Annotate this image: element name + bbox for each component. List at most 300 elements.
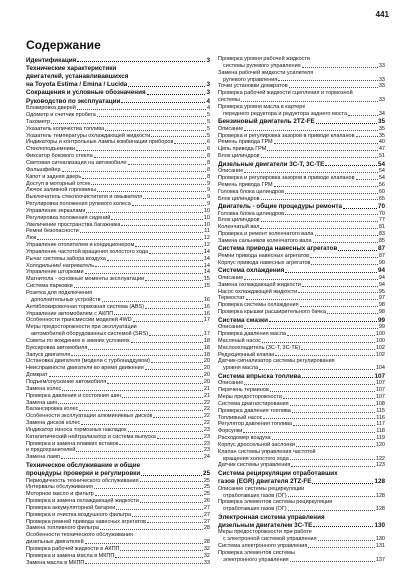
dot-leader bbox=[325, 165, 377, 166]
toc-page-number: 107 bbox=[375, 380, 385, 387]
toc-page-number: 27 bbox=[203, 504, 210, 511]
toc-entry-line bbox=[218, 358, 385, 365]
toc-page-number: 21 bbox=[203, 385, 210, 392]
toc-entry-text: Технические характеристики bbox=[26, 64, 117, 72]
toc-entry-text: Проверка и замена охлаждающей жидкости bbox=[26, 498, 139, 505]
toc-entry-text: Замена дисков колес bbox=[26, 420, 81, 427]
dot-leader bbox=[121, 102, 205, 103]
toc-entry bbox=[218, 211, 385, 218]
toc-entry-text: Головка блока цилиндров bbox=[218, 188, 285, 195]
toc-page-number: 16 bbox=[203, 310, 210, 317]
toc-page-number: 23 bbox=[203, 447, 210, 454]
toc-entry-text: Блок цилиндров bbox=[218, 195, 260, 202]
toc-entry-text: Датчик системы управления bbox=[218, 462, 291, 469]
toc-page-number: 25 bbox=[203, 491, 210, 498]
dot-leader bbox=[116, 509, 202, 510]
toc-page-number: 118 bbox=[376, 428, 385, 435]
toc-entry-text: вращения холостого хода bbox=[223, 455, 289, 462]
toc-entry-text: Датчик-сигнализатор системы регулирования bbox=[218, 358, 335, 365]
toc-page-number: 24 bbox=[203, 454, 210, 461]
toc-entry bbox=[26, 228, 210, 235]
toc-entry-line bbox=[218, 111, 385, 118]
dot-leader bbox=[80, 232, 204, 233]
toc-entry-text: Стеклоподъемники bbox=[26, 146, 76, 153]
toc-entry-line bbox=[218, 529, 385, 536]
dot-leader bbox=[37, 239, 203, 240]
toc-entry-text: Подъем/опускание автомобиля bbox=[26, 378, 107, 385]
dot-leader bbox=[241, 101, 378, 102]
toc-entry bbox=[26, 434, 210, 441]
dot-leader bbox=[151, 362, 203, 363]
dot-leader bbox=[102, 301, 203, 302]
toc-entry bbox=[26, 338, 210, 345]
toc-heading-line bbox=[218, 478, 385, 486]
dot-leader bbox=[290, 405, 375, 406]
dot-leader bbox=[62, 390, 203, 391]
toc-heading bbox=[26, 98, 210, 106]
toc-page-number: 54 bbox=[378, 168, 385, 175]
toc-page-number: 40 bbox=[378, 139, 385, 146]
toc-page-number: 102 bbox=[375, 351, 385, 358]
toc-page-number: 10 bbox=[203, 221, 210, 228]
toc-entry-text: двигателей, устанавливавшихся bbox=[26, 72, 129, 80]
dot-leader bbox=[313, 242, 378, 243]
dot-leader bbox=[301, 349, 375, 350]
toc-page-number: 9 bbox=[206, 194, 210, 201]
toc-entry-text: дизельным двигателем 3С-ТЕ bbox=[218, 521, 313, 529]
toc-entry bbox=[26, 386, 210, 393]
toc-entry bbox=[218, 217, 385, 224]
toc-entry-text: Регулировка положения сидений bbox=[26, 214, 111, 221]
toc-entry bbox=[26, 379, 210, 386]
toc-entry-text: Блок цилиндров bbox=[218, 217, 260, 224]
toc-page-number: 23 bbox=[203, 433, 210, 440]
toc-entry-text: Бензиновый двигатель 2TZ-FE bbox=[218, 118, 315, 126]
toc-entry bbox=[26, 242, 210, 249]
toc-page-number: 54 bbox=[377, 160, 385, 168]
toc-page-number: 117 bbox=[376, 421, 385, 428]
toc-heading bbox=[26, 89, 210, 97]
toc-page-number: 15 bbox=[203, 276, 210, 283]
toc-page-number: 33 bbox=[378, 97, 385, 104]
toc-entry bbox=[26, 126, 210, 133]
toc-entry bbox=[26, 256, 210, 263]
dot-leader bbox=[263, 418, 375, 419]
toc-entry-text: Каталитический нейтрализатор и система выпуска bbox=[26, 433, 156, 440]
dot-leader bbox=[260, 228, 377, 229]
dot-leader bbox=[149, 253, 203, 254]
toc-entry-text: Коленчатый вал bbox=[218, 224, 260, 231]
dot-leader bbox=[145, 369, 203, 370]
toc-entry bbox=[218, 394, 385, 401]
toc-entry-text: Фиксатор бокового стекла bbox=[26, 153, 93, 160]
toc-page-number: 6 bbox=[206, 146, 210, 153]
toc-page-number: 98 bbox=[378, 309, 385, 316]
toc-page-number: 35 bbox=[377, 118, 385, 126]
toc-entry bbox=[218, 238, 385, 245]
dot-leader bbox=[77, 61, 205, 62]
toc-page-number: 85 bbox=[378, 238, 385, 245]
toc-page-number: 87 bbox=[377, 245, 385, 253]
dot-leader bbox=[111, 219, 203, 220]
toc-page-number: 33 bbox=[378, 76, 385, 83]
dot-leader bbox=[115, 557, 203, 558]
toc-entry-text: Индикаторы и контрольные лампы комбинации приборов bbox=[26, 139, 174, 146]
toc-entry-text: Люк bbox=[26, 235, 37, 242]
toc-entry-text: Управление автомобилем с АКПП bbox=[26, 310, 114, 317]
dot-leader bbox=[119, 444, 203, 445]
dot-leader bbox=[131, 342, 203, 343]
dot-leader bbox=[145, 308, 203, 309]
toc-entry bbox=[26, 194, 210, 201]
toc-entry bbox=[26, 512, 210, 519]
toc-page-number: 98 bbox=[378, 302, 385, 309]
toc-entry-text: Описание bbox=[218, 324, 244, 331]
dot-leader bbox=[261, 199, 378, 200]
toc-entry-text: Проверка элементов системы рециркуляции bbox=[218, 499, 333, 506]
toc-entry-text: Проверка уровня масла в картере bbox=[218, 103, 306, 110]
toc-entry-text: Проверка уровня рабочей жидкости bbox=[218, 56, 310, 62]
toc-entry-line bbox=[26, 331, 210, 338]
toc-entry-text: Лючок заливной горловины bbox=[26, 187, 97, 194]
dot-leader bbox=[107, 260, 203, 261]
dot-leader bbox=[95, 495, 203, 496]
toc-entry-text: Проверка и очистка воздушного фильтра bbox=[26, 511, 132, 518]
toc-page-number: 107 bbox=[374, 372, 385, 380]
toc-entry-text: Система охлаждения bbox=[218, 267, 285, 275]
toc-entry bbox=[218, 83, 385, 90]
dot-leader bbox=[62, 171, 206, 172]
dot-leader bbox=[143, 198, 206, 199]
toc-entry bbox=[26, 372, 210, 379]
dot-leader bbox=[343, 208, 377, 209]
dot-leader bbox=[267, 150, 378, 151]
toc-entry bbox=[26, 365, 210, 372]
dot-leader bbox=[94, 488, 203, 489]
dot-leader bbox=[259, 369, 375, 370]
dot-leader bbox=[94, 157, 206, 158]
toc-entry-text: Замена колес bbox=[26, 385, 62, 392]
toc-entry-text: Описание bbox=[218, 168, 244, 175]
toc-entry-text: Периодичность технического обслуживания bbox=[26, 477, 139, 484]
toc-page-number: 14 bbox=[203, 269, 210, 276]
dot-leader bbox=[141, 475, 202, 476]
toc-page-number: 22 bbox=[203, 420, 210, 427]
dot-leader bbox=[244, 172, 378, 173]
dot-leader bbox=[85, 563, 203, 564]
toc-entry-text: Описание bbox=[218, 380, 244, 387]
toc-entry bbox=[218, 324, 385, 331]
dot-leader bbox=[302, 286, 378, 287]
toc-page-number: 115 bbox=[376, 407, 385, 414]
toc-entry bbox=[26, 283, 210, 290]
toc-entry bbox=[26, 553, 210, 560]
toc-page-number: 15 bbox=[203, 283, 210, 290]
toc-entry bbox=[26, 525, 210, 532]
toc-page-number: 56 bbox=[378, 181, 385, 188]
toc-page-number: 22 bbox=[203, 413, 210, 420]
dot-leader bbox=[302, 377, 374, 378]
toc-entry-line bbox=[218, 104, 385, 111]
dot-leader bbox=[272, 439, 376, 440]
toc-page-number: 26 bbox=[203, 498, 210, 505]
toc-entry-text: переднего редуктора и редуктора заднего моста bbox=[223, 110, 348, 117]
toc-page-number: 107 bbox=[375, 387, 385, 394]
toc-page-number: 25 bbox=[202, 469, 210, 477]
toc-entry-text: Индикатор износа тормозных накладок bbox=[26, 426, 127, 433]
dot-leader bbox=[149, 335, 203, 336]
toc-entry-text: Проверка давления топлива bbox=[218, 407, 291, 414]
toc-entry-text: Остановка двигателя (модели с турбонаддувом) bbox=[26, 358, 150, 365]
dot-leader bbox=[288, 496, 375, 497]
dot-leader bbox=[261, 157, 378, 158]
toc-page-number: 8 bbox=[206, 159, 210, 166]
toc-entry bbox=[218, 253, 385, 260]
toc-entry-line bbox=[218, 536, 385, 543]
toc-entry-line bbox=[218, 499, 385, 506]
toc-page-number: 83 bbox=[378, 231, 385, 238]
toc-entry bbox=[26, 345, 210, 352]
toc-entry bbox=[218, 338, 385, 345]
toc-entry-text: Система смазки bbox=[218, 316, 269, 324]
dot-leader bbox=[132, 205, 206, 206]
dot-leader bbox=[82, 178, 206, 179]
dot-leader bbox=[128, 164, 206, 165]
toc-page-number: 4 bbox=[206, 105, 210, 112]
toc-entry bbox=[26, 498, 210, 505]
dot-leader bbox=[288, 510, 375, 511]
toc-entry bbox=[26, 181, 210, 188]
toc-entry-text: Проверка аккумуляторной батареи bbox=[26, 504, 116, 511]
dot-leader bbox=[88, 349, 203, 350]
toc-page-number: 128 bbox=[374, 478, 385, 485]
toc-entry-text: Неисправности двигателя во время движения bbox=[26, 365, 144, 372]
toc-page-number: 18 bbox=[203, 351, 210, 358]
toc-entry bbox=[26, 276, 210, 283]
toc-page-number: 107 bbox=[375, 394, 385, 401]
toc-entry bbox=[26, 478, 210, 485]
toc-entry bbox=[26, 263, 210, 270]
toc-entry-text: Световая сигнализация на автомобиле bbox=[26, 159, 127, 166]
toc-entry-line bbox=[218, 365, 385, 372]
toc-page-number: 20 bbox=[203, 378, 210, 385]
toc-entry bbox=[218, 331, 385, 338]
toc-entry bbox=[26, 491, 210, 498]
toc-entry bbox=[218, 168, 385, 175]
toc-entry bbox=[26, 174, 210, 181]
toc-entry bbox=[26, 139, 210, 146]
toc-entry-text: процедуры проверки и регулировки bbox=[26, 469, 141, 477]
toc-entry-text: Система впрыска топлива bbox=[218, 372, 301, 380]
toc-entry-text: Проверка системы охлаждения bbox=[218, 302, 299, 309]
toc-entry-line bbox=[218, 56, 385, 63]
dot-leader bbox=[140, 481, 203, 482]
toc-entry bbox=[218, 387, 385, 394]
toc-entry-text: с электронной системой управления bbox=[223, 536, 317, 543]
toc-entry-text: Корпус дроссельной заслонки bbox=[218, 441, 295, 448]
toc-entry-line bbox=[218, 77, 385, 84]
dot-leader bbox=[122, 397, 203, 398]
toc-page-number: 54 bbox=[378, 175, 385, 182]
toc-page-number: 17 bbox=[203, 331, 210, 338]
toc-page-number: 34 bbox=[378, 110, 385, 117]
toc-entry bbox=[26, 133, 210, 140]
toc-entry-text: Проверка и замена масла в МКПП bbox=[26, 552, 115, 559]
toc-page-number: 128 bbox=[375, 506, 385, 513]
toc-entry bbox=[26, 447, 210, 454]
toc-entry bbox=[218, 231, 385, 238]
toc-entry bbox=[26, 146, 210, 153]
dot-leader bbox=[74, 287, 203, 288]
toc-entry bbox=[218, 289, 385, 296]
dot-leader bbox=[269, 321, 377, 322]
toc-page-number: 32 bbox=[203, 552, 210, 559]
toc-page-number: 3 bbox=[206, 81, 210, 89]
toc-entry-text: на Toyota Estima / Emina / Lucida bbox=[26, 81, 128, 89]
toc-entry-text: Балансировка колес bbox=[26, 406, 79, 413]
toc-page-number: 6 bbox=[206, 139, 210, 146]
toc-entry-text: Управление шторками bbox=[26, 269, 84, 276]
dot-leader bbox=[100, 529, 203, 530]
toc-page-number: 9 bbox=[206, 187, 210, 194]
toc-entry-text: Описание bbox=[218, 274, 244, 281]
toc-entry-text: Цепь привода ГРМ bbox=[218, 146, 267, 153]
toc-entry-text: Масляный насос bbox=[218, 337, 261, 344]
toc-entry-text: системы рулевого управления bbox=[223, 62, 301, 69]
toc-page-number: 108 bbox=[375, 400, 385, 407]
toc-entry-text: Буксировка автомобиля bbox=[26, 344, 88, 351]
toc-heading bbox=[218, 267, 385, 275]
dot-leader bbox=[128, 431, 203, 432]
toc-entry bbox=[26, 235, 210, 242]
toc-entry bbox=[218, 309, 385, 316]
dot-leader bbox=[274, 143, 378, 144]
toc-entry bbox=[26, 539, 210, 546]
dot-leader bbox=[316, 123, 377, 124]
toc-page-number: 5 bbox=[206, 125, 210, 132]
dot-leader bbox=[132, 516, 203, 517]
toc-entry bbox=[26, 546, 210, 553]
toc-page-number: 90 bbox=[378, 259, 385, 266]
dot-leader bbox=[310, 257, 378, 258]
toc-entry bbox=[26, 269, 210, 276]
toc-entry-text: Система диагностирования bbox=[218, 400, 289, 407]
toc-entry-text: Описание системы рециркуляции bbox=[218, 485, 305, 492]
dot-leader bbox=[308, 547, 374, 548]
toc-entry bbox=[218, 543, 385, 550]
dot-leader bbox=[147, 94, 206, 95]
dot-leader bbox=[58, 403, 203, 404]
dot-leader bbox=[244, 279, 378, 280]
toc-page-number: 25 bbox=[203, 477, 210, 484]
toc-heading-line bbox=[26, 81, 210, 89]
dot-leader bbox=[285, 214, 378, 215]
toc-entry bbox=[218, 260, 385, 267]
toc-page-number: 3 bbox=[206, 89, 210, 97]
toc-entry-text: Проверка и замена плавких вставок bbox=[26, 440, 119, 447]
toc-entry bbox=[26, 352, 210, 359]
dot-leader bbox=[287, 335, 375, 336]
toc-entry bbox=[26, 167, 210, 174]
toc-entry-text: Техническое обслуживание и общие bbox=[26, 461, 141, 469]
toc-page-number: 119 bbox=[376, 435, 385, 442]
dot-leader bbox=[244, 384, 375, 385]
toc-page-number: 130 bbox=[375, 536, 385, 543]
toc-page-number: 10 bbox=[203, 214, 210, 221]
toc-page-number: 94 bbox=[378, 281, 385, 288]
toc-heading-line bbox=[218, 470, 385, 478]
toc-entry-line bbox=[218, 63, 385, 70]
toc-heading-line bbox=[26, 462, 210, 470]
toc-page-number: 4 bbox=[206, 97, 210, 105]
dot-leader bbox=[315, 235, 378, 236]
toc-page-number: 27 bbox=[203, 511, 210, 518]
toc-page-number: 9 bbox=[206, 201, 210, 208]
toc-page-number: 131 bbox=[375, 543, 385, 550]
toc-right-column bbox=[218, 56, 385, 564]
dot-leader bbox=[244, 130, 378, 131]
dot-leader bbox=[356, 136, 378, 137]
toc-entry-text: Особенности трансмиссии моделей 4WD bbox=[26, 317, 132, 324]
toc-page-number: 8 bbox=[206, 173, 210, 180]
dot-leader bbox=[278, 80, 378, 81]
toc-entry-text: Проверка и регулировка зазоров в приводе клапанов bbox=[218, 175, 355, 182]
dot-leader bbox=[85, 273, 203, 274]
toc-entry-text: Расходомер воздуха bbox=[218, 435, 271, 442]
toc-entry-text: Особенности эксплуатации алюминиевых дисков bbox=[26, 413, 153, 420]
dot-leader bbox=[275, 355, 374, 356]
dot-leader bbox=[51, 123, 206, 124]
toc-entry bbox=[218, 428, 385, 435]
toc-entry-text: Проверка ремней привода навесных агрегатов bbox=[26, 518, 146, 525]
toc-entry-text: Блок цилиндров bbox=[218, 153, 260, 160]
toc-entry-text: Проверка элементов системы bbox=[218, 550, 295, 557]
toc-entry bbox=[218, 90, 385, 97]
toc-entry-text: рулевого управления bbox=[223, 76, 278, 83]
toc-entry-text: Ремни привода навесных агрегатов bbox=[218, 253, 310, 260]
toc-entry-text: Корпус привода навесных агрегатов bbox=[218, 259, 311, 266]
toc-entry-text: Замена сальников коленчатого вала bbox=[218, 238, 312, 245]
toc-entry bbox=[218, 415, 385, 422]
toc-entry-text: Идентификация bbox=[26, 56, 77, 64]
toc-page-number: 33 bbox=[378, 62, 385, 69]
toc-entry-text: Система парковки bbox=[26, 283, 73, 290]
dot-leader bbox=[274, 186, 378, 187]
toc-entry-text: Проверка давления масла bbox=[218, 331, 286, 338]
toc-entry-line bbox=[218, 550, 385, 557]
toc-page-number: 137 bbox=[375, 556, 385, 563]
toc-entry bbox=[26, 532, 210, 539]
dot-leader bbox=[292, 412, 375, 413]
toc-entry bbox=[218, 175, 385, 182]
toc-entry bbox=[26, 519, 210, 526]
toc-page-number: 95 bbox=[378, 288, 385, 295]
dot-leader bbox=[128, 86, 205, 87]
toc-page-number: 16 bbox=[203, 296, 210, 303]
toc-entry-text: Замена шин bbox=[26, 399, 58, 406]
toc-entry-text: Интервалы обслуживания bbox=[26, 484, 93, 491]
toc-entry bbox=[26, 400, 210, 407]
toc-entry-line bbox=[26, 290, 210, 297]
toc-entry bbox=[218, 435, 385, 442]
dot-leader bbox=[121, 225, 202, 226]
toc-entry bbox=[26, 119, 210, 126]
toc-entry bbox=[218, 153, 385, 160]
toc-entry-text: Управление зеркалами bbox=[26, 207, 86, 214]
toc-entry-text: Регулировка положения рулевого колеса bbox=[26, 201, 131, 208]
dot-leader bbox=[300, 306, 378, 307]
dot-leader bbox=[145, 280, 203, 281]
